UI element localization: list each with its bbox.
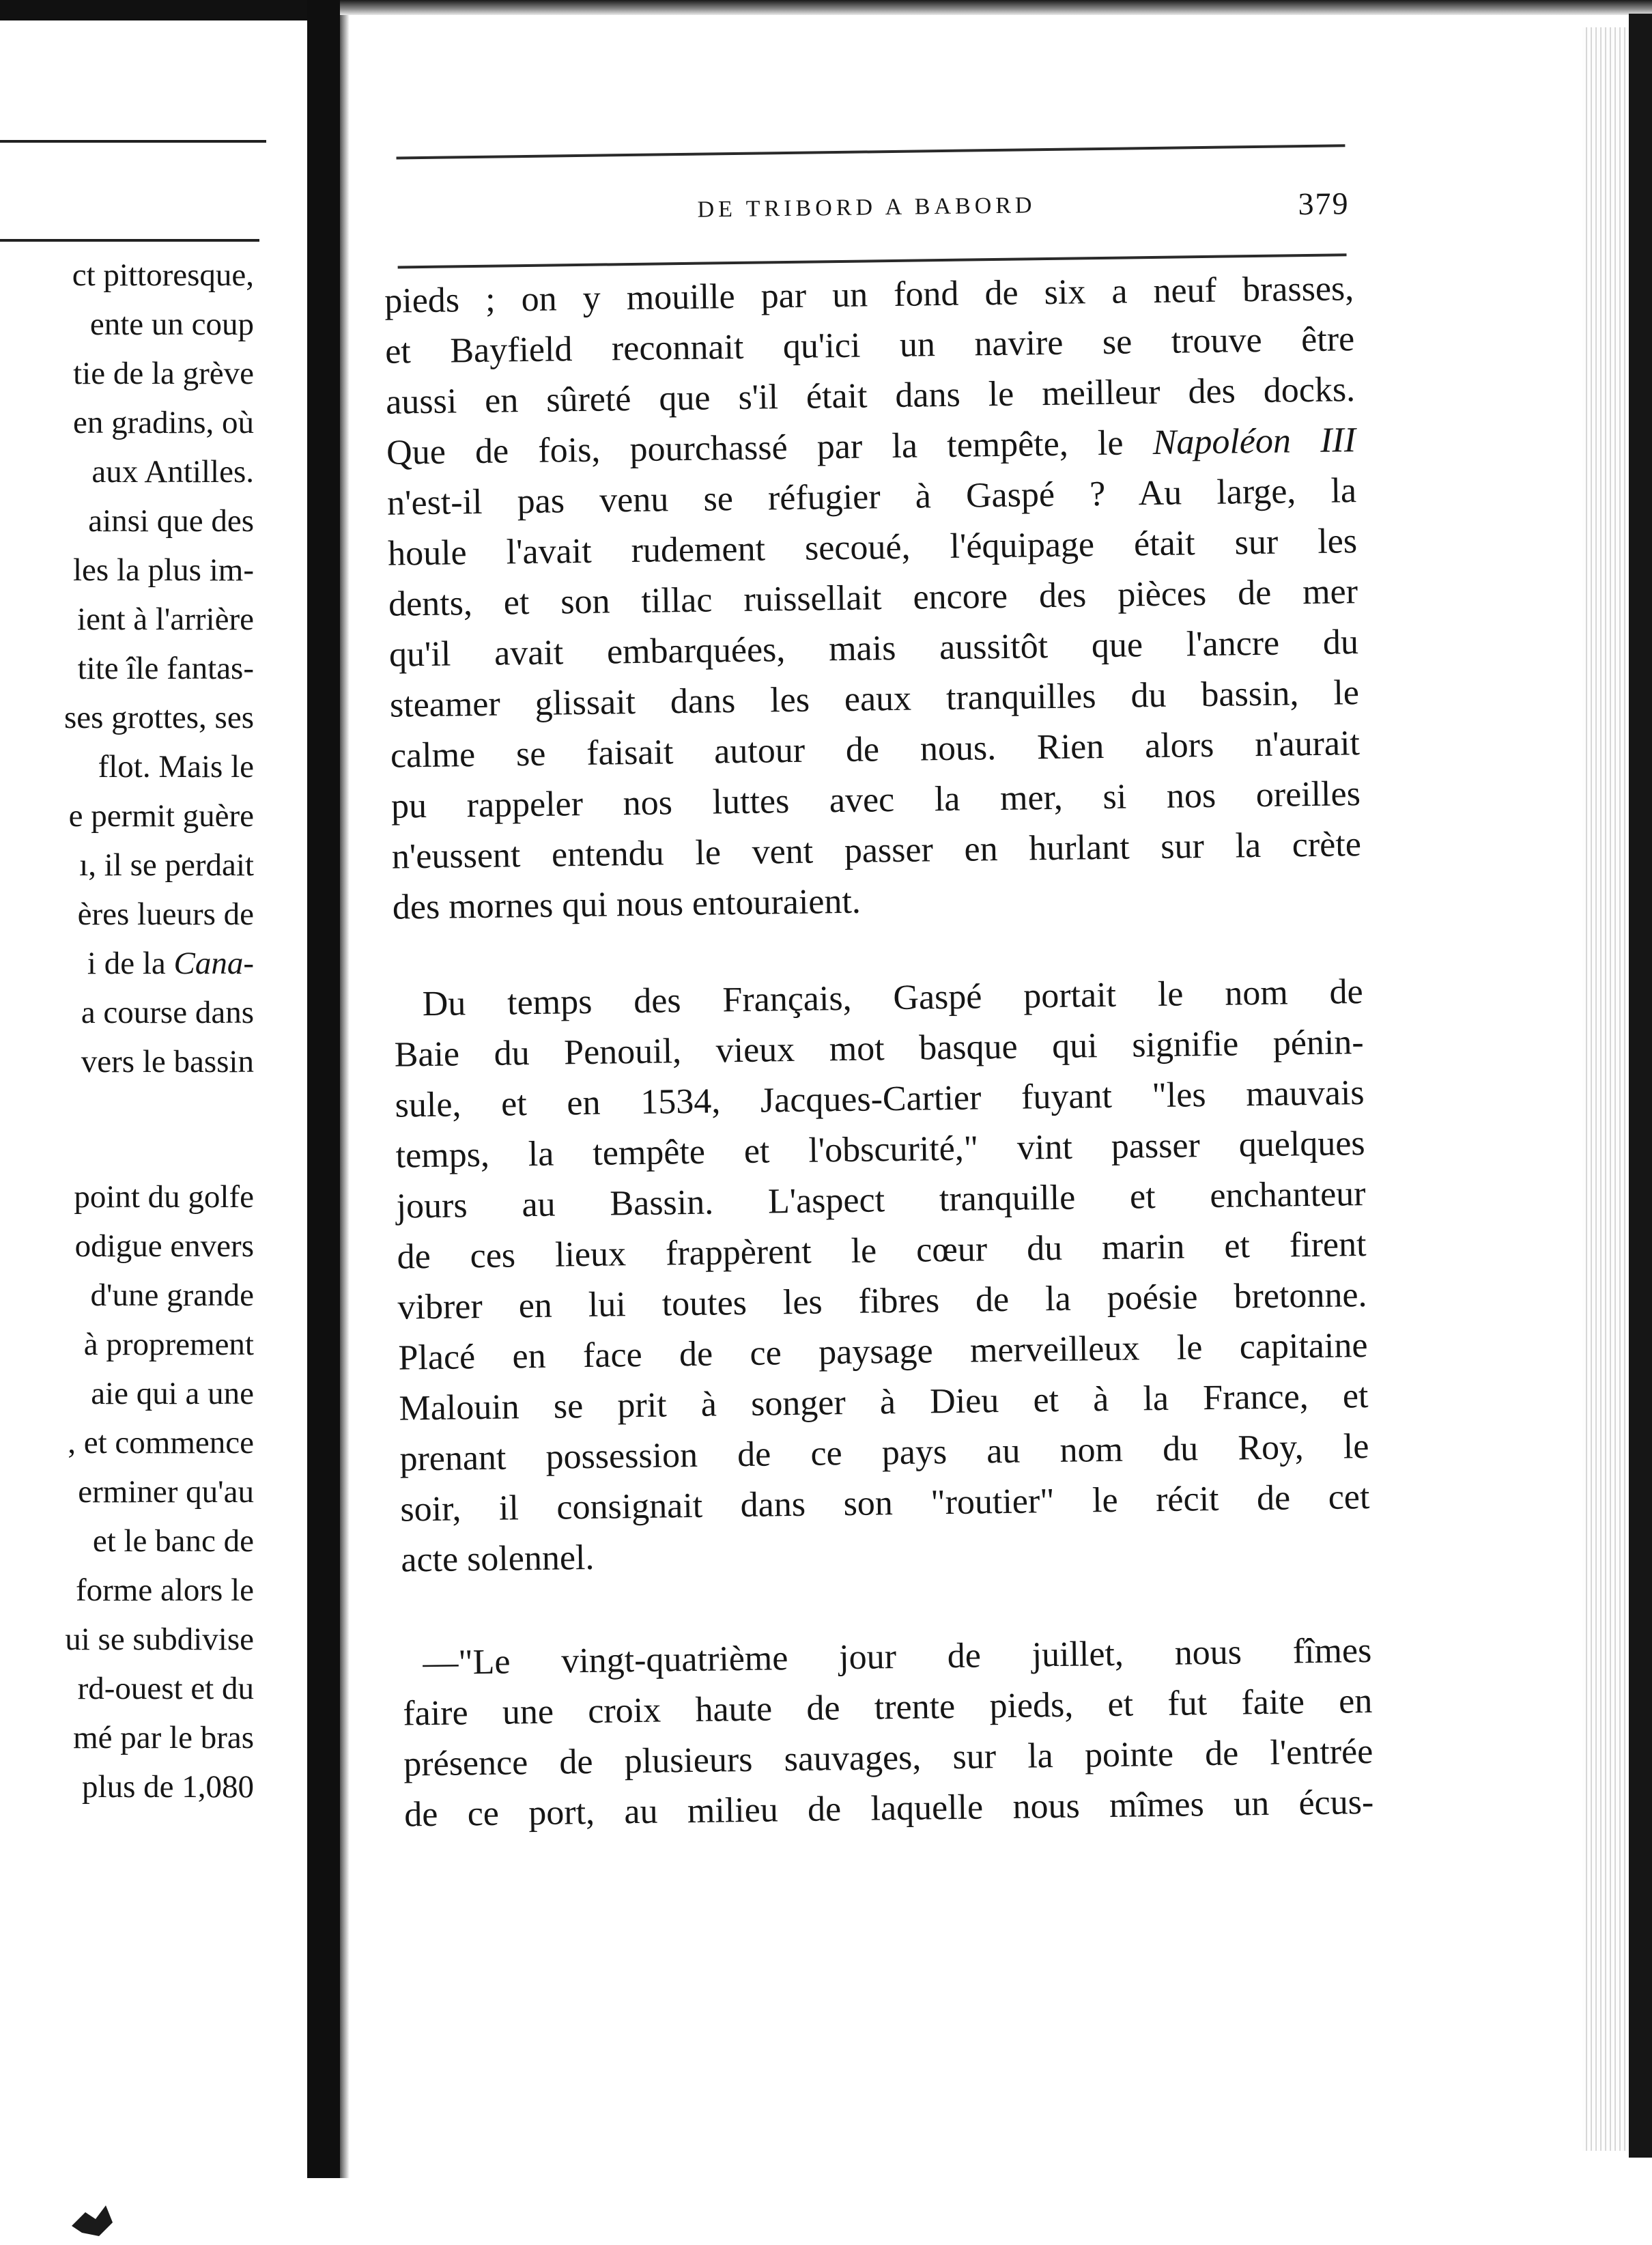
paragraph-3 [402, 1626, 1374, 1841]
text-line: Placé en face de ce paysage merveilleux le capitaine [398, 1325, 1368, 1378]
left-page-line: a course dans [81, 995, 254, 1030]
left-page-line: ct pittoresque, [72, 257, 254, 293]
paragraph-1 [384, 264, 1362, 933]
left-page-line: e permit guère [68, 798, 254, 834]
text-line-with-ship-name: Que de fois, pourchassé par la tempête, le Napoléon III [386, 421, 1356, 472]
ship-name-italic: Napoléon III [1152, 421, 1356, 463]
left-page-line: erminer qu'au [78, 1474, 254, 1510]
text-line: jours au Bassin. L'aspect tranquille et enchanteur [396, 1174, 1366, 1226]
left-page-line: vers le bassin [81, 1044, 254, 1079]
left-page-line: ui se subdivise [65, 1622, 254, 1657]
book-right-edge [1629, 14, 1652, 2158]
left-page-line: point du golfe [74, 1179, 254, 1215]
left-page-rule-top [0, 140, 266, 143]
left-page-line: rd-ouest et du [77, 1671, 254, 1706]
left-page-line: et le banc de [92, 1523, 254, 1559]
text-line: pieds ; on y mouille par un fond de six a neuf brasses, [384, 269, 1354, 321]
text-line: de ce port, au milieu de laquelle nous mîmes un écus- [403, 1782, 1374, 1835]
text-line: Du temps des Français, Gaspé portait le nom de [422, 972, 1364, 1024]
text-line: vibrer en lui toutes les fibres de la poésie bretonne. [397, 1275, 1367, 1327]
left-page-line: ainsi que des [88, 503, 254, 539]
left-page-line: ı, il se perdait [79, 847, 254, 883]
left-page-line: plus de 1,080 [82, 1769, 254, 1805]
left-page-rule-bottom [0, 239, 259, 242]
text-line: présence de plusieurs sauvages, sur la pointe de l'entrée [403, 1732, 1373, 1784]
text-line: temps, la tempête et l'obscurité," vint passer quelques [395, 1124, 1365, 1176]
gutter-shadow [340, 0, 350, 2178]
left-page-line: ères lueurs de [77, 896, 254, 932]
left-page-line: tite île fantas- [77, 651, 254, 686]
text-line: sule, et en 1534, Jacques-Cartier fuyant "les mauvais [395, 1073, 1365, 1125]
left-page-line: à proprement [83, 1327, 254, 1362]
left-page-line: tie de la grève [73, 356, 254, 391]
left-page-line: ses grottes, ses [63, 700, 254, 735]
ink-smudge-mark [65, 2199, 126, 2240]
text-line: —"Le vingt-quatrième jour de juillet, nous fîmes [423, 1630, 1372, 1683]
text-line: faire une croix haute de trente pieds, et fut faite en [402, 1681, 1373, 1734]
text-line: des mornes qui nous entouraient. [392, 881, 861, 927]
text-line: Malouin se prit à songer à Dieu et à la France, et [399, 1376, 1369, 1428]
left-page-line: aux Antilles. [91, 454, 254, 490]
left-page-line: ente un coup [89, 307, 254, 342]
header-rule-top [397, 144, 1345, 159]
left-facing-page [0, 0, 307, 2178]
current-page [369, 117, 1391, 2110]
left-page-line: flot. Mais le [98, 749, 254, 785]
page-top-edge [340, 0, 1652, 15]
left-page-line: en gradins, où [73, 405, 254, 440]
text-line: acte solennel. [401, 1538, 595, 1580]
text-line: dents, et son tillac ruissellait encore des pièces de mer [388, 572, 1358, 624]
text-line: Baie du Penouil, vieux mot basque qui signifie pénin- [394, 1023, 1364, 1075]
left-page-line: mé par le bras [73, 1720, 254, 1755]
left-page-line: forme alors le [75, 1572, 254, 1608]
text-line: prenant possession de ce pays au nom du Roy, le [399, 1426, 1369, 1479]
page-number: 379 [1298, 186, 1350, 222]
left-page-line: odigue envers [74, 1228, 254, 1264]
text-line: calme se faisait autour de nous. Rien alors n'aurait [390, 724, 1361, 776]
text-line: n'eussent entendu le vent passer en hurlant sur la crète [391, 825, 1362, 877]
left-page-line: ient à l'arrière [77, 602, 254, 637]
binding-shadow-top-left [0, 0, 321, 20]
text-line: n'est-il pas venu se réfugier à Gaspé ? Au large, la [386, 471, 1357, 523]
paragraph-2 [393, 967, 1371, 1586]
text-line: steamer glissait dans les eaux tranquilles du bassin, le [389, 673, 1360, 725]
left-page-line: les la plus im- [73, 552, 254, 588]
text-line: de ces lieux frappèrent le cœur du marin et firent [397, 1225, 1367, 1277]
text-line: aussi en sûreté que s'il était dans le meilleur des docks. [385, 370, 1356, 422]
text-line: pu rappeler nos luttes avec la mer, si nos oreilles [390, 774, 1361, 826]
left-page-line: d'une grande [90, 1277, 254, 1313]
text-line: houle l'avait rudement secoué, l'équipage était sur les [387, 522, 1358, 574]
left-page-line: , et commence [68, 1425, 254, 1460]
text-line: soir, il consignait dans son "routier" le récit de cet [400, 1477, 1370, 1529]
running-head: DE TRIBORD A BABORD [697, 193, 1036, 223]
left-page-line: i de la Cana- [87, 946, 254, 981]
text-line: et Bayfield reconnait qu'ici un navire se trouve être [384, 320, 1355, 371]
binding-gutter [307, 0, 340, 2178]
left-page-line: aie qui a une [91, 1376, 254, 1411]
text-line: qu'il avait embarquées, mais aussitôt que l'ancre du [388, 623, 1359, 675]
